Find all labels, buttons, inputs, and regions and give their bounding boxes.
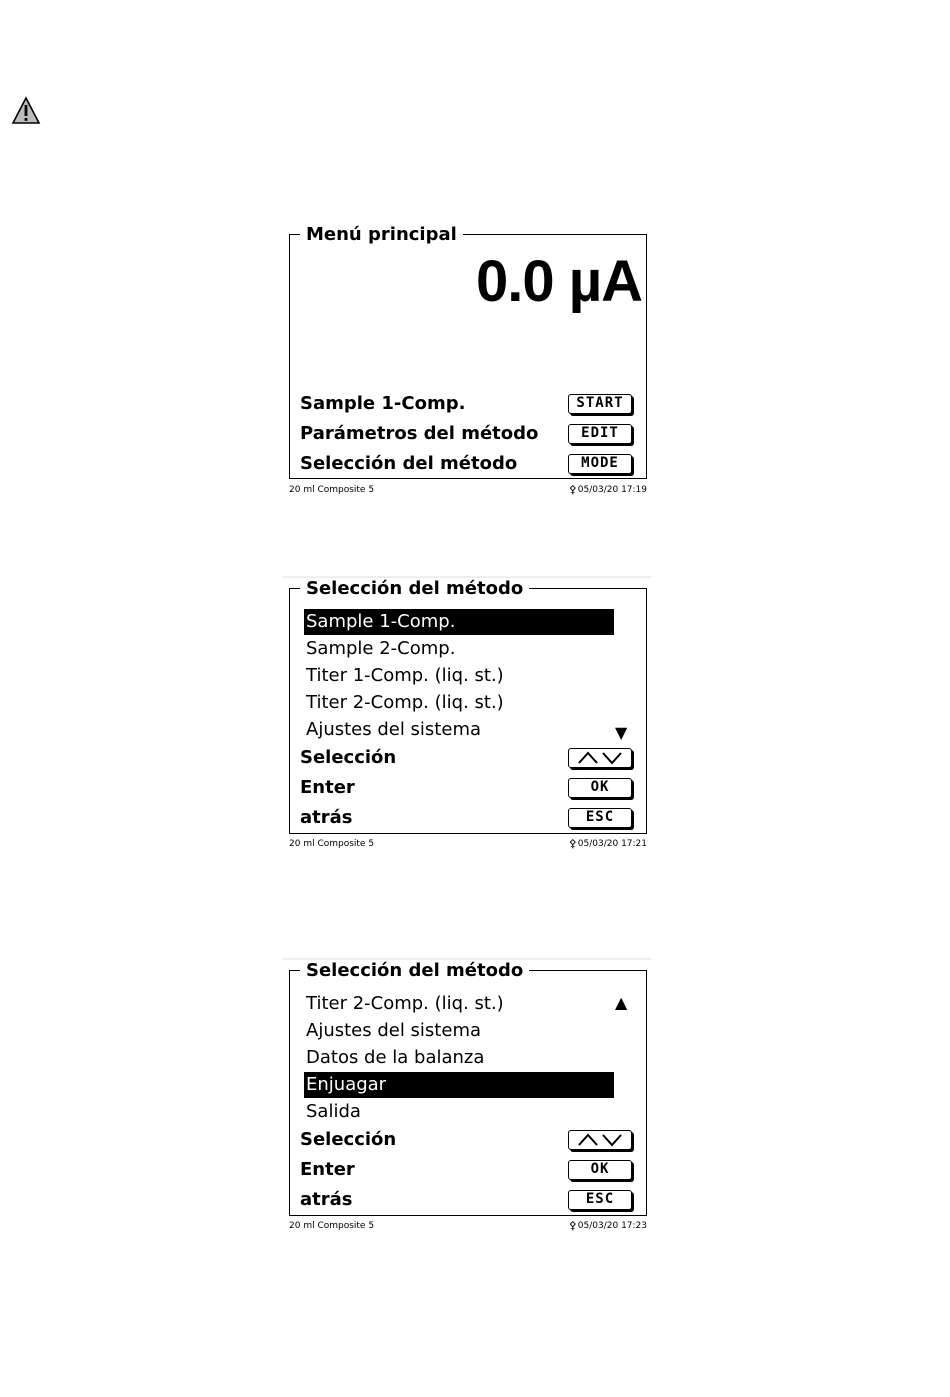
- screen-frame: [289, 960, 647, 1216]
- status-bar: [289, 1219, 647, 1233]
- row-label-selection: Selección: [300, 747, 397, 768]
- row-label-back: atrás: [300, 807, 353, 828]
- screen-title: Selección del método: [300, 579, 529, 599]
- esc-button[interactable]: ESC: [568, 1190, 632, 1210]
- up-down-arrows-icon: [575, 1133, 625, 1147]
- datetime: [569, 483, 647, 497]
- device-name: 20 ml Composite 5: [289, 839, 375, 849]
- up-down-arrows-icon: [575, 751, 625, 765]
- list-item[interactable]: Sample 2-Comp.: [306, 638, 456, 659]
- screen-frame: [289, 578, 647, 834]
- screen-frame: [289, 224, 647, 479]
- edit-button[interactable]: EDIT: [568, 424, 632, 444]
- datetime: [569, 837, 647, 851]
- row-label-enter: Enter: [300, 777, 355, 798]
- mode-button[interactable]: MODE: [568, 454, 632, 474]
- row-label-method-selection: Selección del método: [300, 453, 518, 474]
- device-name: 20 ml Composite 5: [289, 485, 375, 495]
- scroll-up-icon: ▲: [615, 993, 628, 1012]
- device-name: 20 ml Composite 5: [289, 1221, 375, 1231]
- ok-button[interactable]: OK: [568, 778, 632, 798]
- row-label-enter: Enter: [300, 1159, 355, 1180]
- datetime: [569, 1219, 647, 1233]
- screen-title: Selección del método: [300, 961, 529, 981]
- row-label-back: atrás: [300, 1189, 353, 1210]
- up-down-button[interactable]: [568, 1130, 632, 1150]
- row-label-sample: Sample 1-Comp.: [300, 393, 466, 414]
- up-down-button[interactable]: [568, 748, 632, 768]
- status-bar: [289, 483, 647, 497]
- esc-button[interactable]: ESC: [568, 808, 632, 828]
- scroll-down-icon: ▼: [615, 723, 628, 742]
- ok-button[interactable]: OK: [568, 1160, 632, 1180]
- row-label-parameters: Parámetros del método: [300, 423, 539, 444]
- measurement-value: 0.0 µA: [475, 249, 642, 314]
- row-label-selection: Selección: [300, 1129, 397, 1150]
- list-item[interactable]: Titer 2-Comp. (liq. st.): [306, 993, 504, 1014]
- list-item[interactable]: Titer 2-Comp. (liq. st.): [306, 692, 504, 713]
- datetime-text: 05/03/20 17:21: [577, 839, 647, 849]
- list-item[interactable]: Ajustes del sistema: [306, 1020, 482, 1041]
- screen-title: Menú principal: [300, 225, 463, 245]
- usb-icon: ⚴: [568, 1219, 577, 1232]
- usb-icon: ⚴: [568, 483, 577, 496]
- list-item[interactable]: Ajustes del sistema: [306, 719, 482, 740]
- warning-triangle-icon: [11, 96, 41, 126]
- datetime-text: 05/03/20 17:19: [577, 485, 647, 495]
- status-bar: [289, 837, 647, 851]
- list-item-selected[interactable]: Sample 1-Comp.: [304, 609, 614, 635]
- start-button[interactable]: START: [568, 394, 632, 414]
- list-item[interactable]: Salida: [306, 1101, 361, 1122]
- list-item[interactable]: Titer 1-Comp. (liq. st.): [306, 665, 504, 686]
- usb-icon: ⚴: [568, 837, 577, 850]
- list-item[interactable]: Datos de la balanza: [306, 1047, 485, 1068]
- list-item-selected[interactable]: Enjuagar: [304, 1072, 614, 1098]
- datetime-text: 05/03/20 17:23: [577, 1221, 647, 1231]
